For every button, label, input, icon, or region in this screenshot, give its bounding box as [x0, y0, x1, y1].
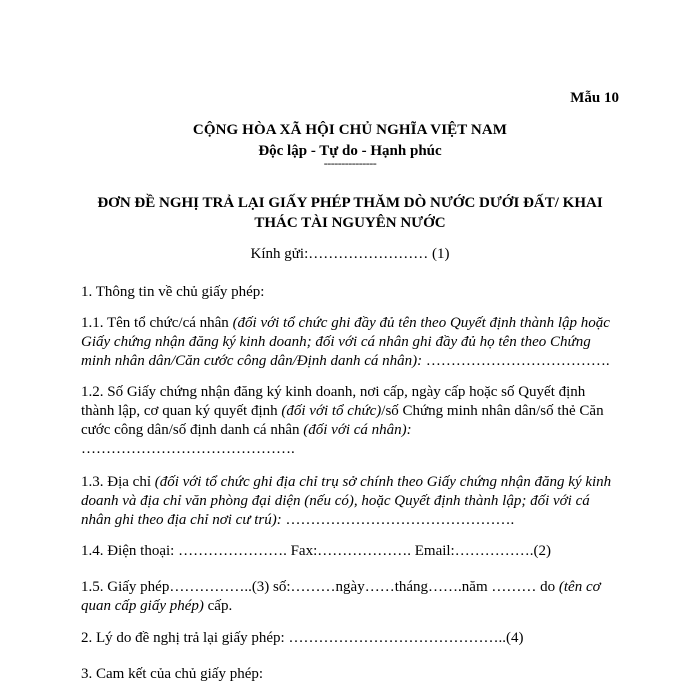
recipient-line: Kính gửi:…………………… (1) — [250, 246, 450, 262]
national-title: CỘNG HÒA XÃ HỘI CHỦ NGHĨA VIỆT NAM — [192, 122, 508, 138]
section-3: 3. Cam kết của chủ giấy phép: — [81, 666, 264, 682]
item-1-2-text-a: 1.2. Số Giấy chứng nhận đăng ký kinh doanh, nơi cấp, ngày cấp hoặc số Quyết định thành lập, cơ quan ký quyết định — [81, 384, 586, 419]
item-1-4: 1.4. Điện thoại: …………………. Fax:………………. Email:…………….(2) — [81, 543, 551, 559]
document-title: ĐƠN ĐỀ NGHỊ TRẢ LẠI GIẤY PHÉP THĂM DÒ NƯỚC DƯỚI ĐẤT/ KHAI THÁC TÀI NGUYÊN NƯỚC — [97, 195, 603, 231]
item-1-5-text-a: 1.5. Giấy phép……………..(3) số:………ngày……tháng…….năm ……… do — [81, 579, 559, 595]
item-1-1-label: 1.1. Tên tổ chức/cá nhân — [81, 315, 233, 331]
item-1-3-label: 1.3. Địa chỉ — [81, 474, 155, 490]
item-1-1-note: (đối với tổ chức ghi đầy đủ tên theo Quyết định thành lập hoặc Giấy chứng nhận đăng ký kinh doanh; đối với cá nhân ghi đầy đủ họ tên theo Chứng minh nhân dân/Căn cước công dân/Định danh cá nhân): — [81, 315, 610, 369]
motto-divider: --------------- — [323, 156, 377, 170]
section-2: 2. Lý do đề nghị trả lại giấy phép: ……………………………………..(4) — [81, 630, 524, 646]
item-1-5-text-b: cấp. — [203, 598, 233, 614]
item-1-2-text-b: /số Chứng minh nhân dân/số thẻ Căn cước công dân/số định danh cá nhân — [81, 403, 604, 438]
item-1-5-note: (tên cơ quan cấp giấy phép) — [81, 579, 601, 614]
item-1-2-note-b: (đối với cá nhân): — [303, 422, 412, 438]
item-1-3-blank: ………………………………………. — [281, 512, 515, 528]
section-1-heading: 1. Thông tin về chủ giấy phép: — [81, 284, 265, 300]
item-1-1 — [81, 314, 616, 371]
form-code: Mẫu 10 — [570, 90, 619, 106]
item-1-3 — [81, 473, 616, 530]
item-1-3-note: (đối với tổ chức ghi địa chỉ trụ sở chính theo Giấy chứng nhận đăng ký kinh doanh và địa chỉ văn phòng đại diện (nếu có), hoặc Quyết định thành lập; đối với cá nhân ghi theo địa chỉ nơi cư trú): — [81, 474, 612, 528]
item-1-5 — [81, 578, 616, 616]
national-motto: Độc lập - Tự do - Hạnh phúc — [258, 143, 442, 159]
item-1-1-blank: ………………………………. — [422, 353, 610, 369]
item-1-2 — [81, 383, 616, 459]
item-1-2-blank: ……………………………………. — [81, 441, 295, 457]
item-1-2-note-a: (đối với tổ chức) — [281, 403, 382, 419]
